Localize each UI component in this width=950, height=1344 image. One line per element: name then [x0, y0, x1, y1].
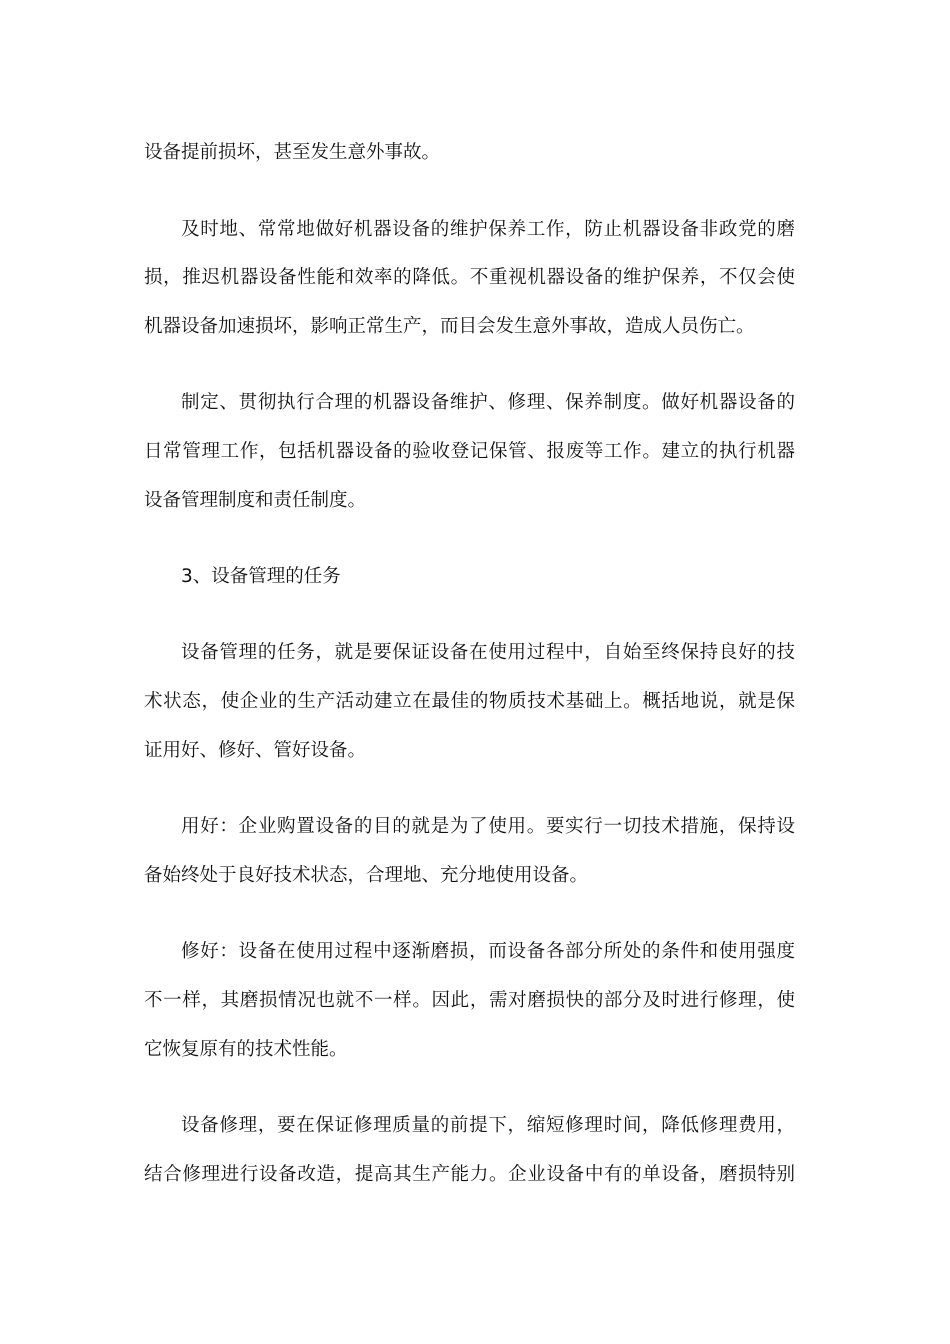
section-heading: 3、设备管理的任务	[181, 566, 341, 587]
paragraph-line: 机器设备加速损坏，影响正常生产，而目会发生意外事故，造成人员伤亡。	[144, 316, 755, 337]
paragraph-line: 不一样，其磨损情况也就不一样。因此，需对磨损快的部分及时进行修理，使	[144, 990, 795, 1011]
paragraph-line: 设备管理制度和责任制度。	[144, 490, 367, 511]
paragraph-line: 设备修理，要在保证修理质量的前提下，缩短修理时间，降低修理费用，	[181, 1115, 795, 1136]
paragraph-line: 证用好、修好、管好设备。	[144, 740, 367, 761]
paragraph-line: 损，推迟机器设备性能和效率的降低。不重视机器设备的维护保养，不仅会使	[144, 267, 795, 288]
paragraph-line: 它恢复原有的技术性能。	[144, 1039, 348, 1060]
paragraph-line: 及时地、常常地做好机器设备的维护保养工作，防止机器设备非政党的磨	[181, 219, 795, 240]
paragraph-line: 日常管理工作，包括机器设备的验收登记保管、报废等工作。建立的执行机器	[144, 441, 795, 462]
paragraph-line: 结合修理进行设备改造，提高其生产能力。企业设备中有的单设备，磨损特别	[144, 1164, 795, 1185]
paragraph-line: 备始终处于良好技术状态，合理地、充分地使用设备。	[144, 865, 589, 886]
paragraph-line: 设备管理的任务，就是要保证设备在使用过程中，自始至终保持良好的技	[181, 642, 795, 663]
paragraph-line: 术状态，使企业的生产活动建立在最佳的物质技术基础上。概括地说，就是保	[144, 691, 795, 712]
paragraph-line: 制定、贯彻执行合理的机器设备维护、修理、保养制度。做好机器设备的	[181, 392, 795, 413]
paragraph-line: 设备提前损坏，甚至发生意外事故。	[144, 142, 441, 163]
paragraph-line: 用好：企业购置设备的目的就是为了使用。要实行一切技术措施，保持设	[181, 816, 795, 837]
paragraph-line: 修好：设备在使用过程中逐渐磨损，而设备各部分所处的条件和使用强度	[181, 941, 795, 962]
